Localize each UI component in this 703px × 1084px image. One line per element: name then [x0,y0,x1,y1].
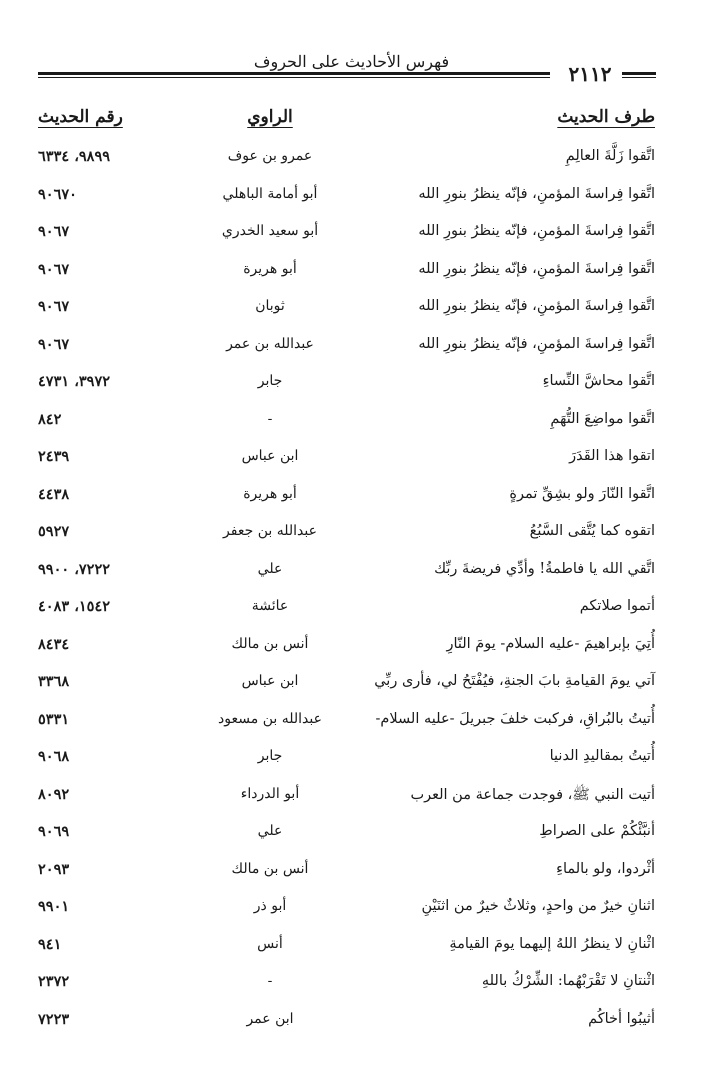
narrator: علي [257,823,283,839]
column-header-number: رقم الحديث [38,107,123,127]
hadith-index-table [0,140,703,1040]
table-row [0,215,703,253]
table-row [0,740,703,778]
table-row [0,853,703,891]
table-row [0,890,703,928]
narrator: علي [257,560,283,577]
table-row [0,515,703,553]
narrator: - [267,973,273,989]
hadith-text: اثنانِ خيرٌ من واحدٍ، وثلاثٌ خيرٌ من اثنَيْنِ [421,898,655,914]
hadith-text: أُتيتُ بالبُراقِ، فركبت خلفَ جبريلَ -عليه السلام- [375,710,655,727]
table-row [0,365,703,403]
hadith-number: ٩٠٦٩ [38,823,70,840]
hadith-number: ٩٠٦٧ [38,260,70,278]
hadith-text: اتَّقوا فِراسةَ المؤمنِ، فإنّه ينظرُ بنورِ الله [418,185,655,202]
hadith-number: ٥٣٣١ [38,710,70,728]
hadith-number: ٩٠٦٨ [38,748,70,765]
narrator: جابر [257,373,283,389]
narrator: عبدالله بن مسعود [218,710,322,727]
narrator: - [267,410,273,427]
table-row [0,328,703,366]
hadith-number: ٩٤١ [38,935,62,953]
narrator: أبو سعيد الخدري [221,223,319,239]
table-row [0,478,703,516]
hadith-text: أُتيتُ بمقاليدِ الدنيا [549,748,655,764]
table-row [0,815,703,853]
narrator: أبو الدرداء [240,785,300,802]
hadith-text: أثيبُوا أخاكُم [588,1010,655,1027]
hadith-text: آتي يومَ القيامةِ بابَ الجنةِ، فيُفْتَحُ لي، فأرى ربِّي [374,673,655,689]
table-row [0,778,703,816]
narrator: عبدالله بن عمر [226,335,314,352]
table-row [0,703,703,741]
column-header-rawi: الراوي [247,107,293,127]
hadith-text: أتيت النبي ﷺ، فوجدت جماعة من العرب [410,786,655,803]
narrator: ابن عمر [246,1010,294,1027]
hadith-text: أُتِيَ بإبراهيمَ -عليه السلام- يومَ النّارِ [446,635,655,652]
narrator: أبو هريرة [243,485,297,502]
hadith-text: أتموا صلاتكم [579,598,655,614]
hadith-text: اثْنانِ لا ينظرُ اللهُ إليهما يومَ القيامةِ [449,935,655,952]
table-row [0,965,703,1003]
table-row [0,665,703,703]
narrator: عمرو بن عوف [227,148,313,164]
hadith-number: ٥٩٢٧ [38,523,70,540]
table-row [0,140,703,178]
hadith-number: ٩٨٩٩، ٦٣٣٤ [38,148,111,165]
table-row [0,928,703,966]
narrator: أبو ذر [253,898,287,914]
narrator: عائشة [251,598,289,614]
hadith-number: ٢٠٩٣ [38,860,70,878]
hadith-text: اتَّقوا النّارَ ولو بشِقِّ تمرةٍ [509,485,655,502]
column-header-hadith: طرف الحديث [557,107,655,127]
table-row [0,290,703,328]
narrator: أنس بن مالك [231,860,309,877]
narrator: جابر [257,748,283,764]
hadith-number: ٨٠٩٢ [38,785,70,803]
page-number: ٢١١٢ [568,62,612,86]
hadith-text: اتَّقوا فِراسةَ المؤمنِ، فإنّه ينظرُ بنورِ الله [418,298,655,314]
table-row [0,590,703,628]
hadith-text: اتَّقوا فِراسةَ المؤمنِ، فإنّه ينظرُ بنورِ الله [418,223,655,239]
page-header [0,0,703,90]
hadith-number: ١٥٤٢، ٤٠٨٣ [38,598,111,615]
hadith-number: ٣٣٦٨ [38,673,70,690]
hadith-number: ٩٠٦٧ [38,298,70,315]
hadith-number: ٧٢٢٣ [38,1010,70,1028]
table-row [0,1003,703,1041]
hadith-text: اتَّقوا فِراسةَ المؤمنِ، فإنّه ينظرُ بنورِ الله [418,260,655,277]
narrator: ثوبان [255,298,285,314]
table-row [0,628,703,666]
hadith-text: أنبَّئْكُمْ على الصراطِ [539,823,655,839]
hadith-text: أثْردوا، ولو بالماءِ [556,860,655,877]
hadith-text: اتَّقوا محاشَّ النِّساءِ [542,373,655,389]
narrator: ابن عباس [241,448,299,464]
hadith-number: ٤٤٣٨ [38,485,70,503]
hadith-text: اتَّقوا زَلَّةَ العالِمِ [565,148,655,164]
hadith-text: اتقوا هذا القَدَرَ [569,448,655,464]
hadith-number: ٨٤٣٤ [38,635,70,653]
hadith-number: ٩٠٦٧ [38,223,70,240]
table-row [0,440,703,478]
hadith-number: ٧٢٢٢، ٩٩٠٠ [38,560,111,578]
hadith-text: اتَّقوا مواضِعَ التُّهَمِ [550,410,655,427]
narrator: أبو هريرة [243,260,297,277]
hadith-number: ٨٤٢ [38,410,62,428]
running-title: فهرس الأحاديث على الحروف [253,52,450,71]
hadith-text: اتقوه كما يُتَّقى السَّبُعُ [529,523,655,539]
hadith-number: ٩٠٦٧ [38,335,70,353]
narrator: أنس [257,935,283,952]
hadith-text: اثْنتانِ لا تَقْرَبْهُما: الشِّرْكُ باللهِ [481,973,655,989]
narrator: عبدالله بن جعفر [223,523,317,539]
hadith-text: اتَّقي الله يا فاطمةُ! وأدِّي فريضةَ ربِّك [434,560,655,577]
hadith-number: ٩٩٠١ [38,898,70,915]
table-row [0,553,703,591]
hadith-number: ٢٤٣٩ [38,448,70,465]
hadith-number: ٢٣٧٢ [38,973,70,990]
hadith-number: ٣٩٧٢، ٤٧٣١ [38,373,111,390]
table-row [0,253,703,291]
table-row [0,403,703,441]
narrator: أنس بن مالك [231,635,309,652]
narrator: ابن عباس [241,673,299,689]
header-rule-right [622,72,656,75]
hadith-text: اتَّقوا فِراسةَ المؤمنِ، فإنّه ينظرُ بنورِ الله [418,335,655,352]
header-rule-left [38,72,550,75]
table-row [0,178,703,216]
narrator: أبو أمامة الباهلي [222,185,318,202]
hadith-number: ٩٠٦٧٠ [38,185,77,203]
